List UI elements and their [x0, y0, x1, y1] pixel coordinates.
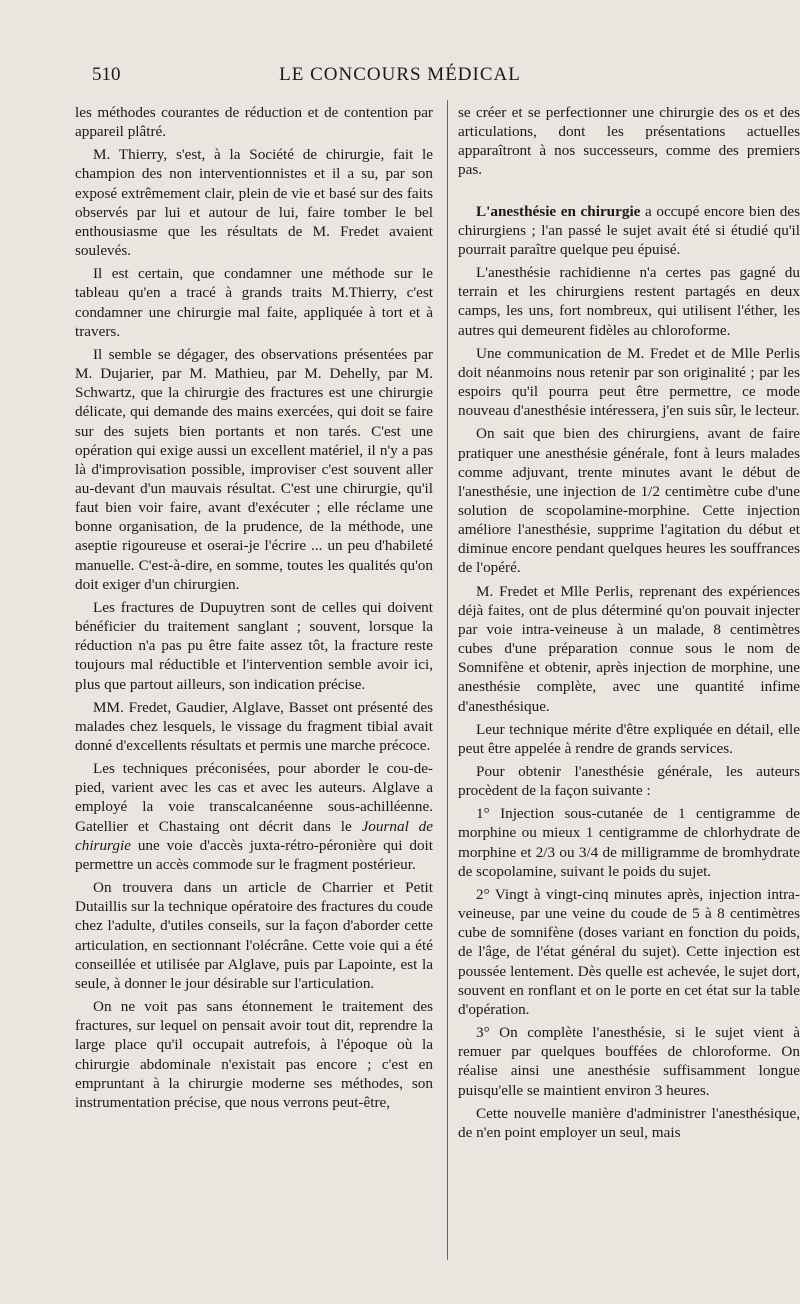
right-column [458, 103, 800, 1146]
page-number: 510 [92, 64, 121, 85]
paragraph: L'anesthésie rachidienne n'a certes pas gagné du terrain et les chirurgiens restent partagés en deux camps, les uns, fort nombreux, qui utilisent l'éther, les autres qui demeurent fidèles au chloroforme. [458, 264, 800, 339]
paragraph: Pour obtenir l'anesthésie générale, les auteurs procèdent de la façon suivante : [458, 763, 800, 800]
paragraph-techniques [75, 759, 433, 874]
left-column [75, 103, 433, 1116]
section-title: L'anesthésie en chirurgie [476, 202, 641, 220]
paragraph: On sait que bien des chirurgiens, avant de faire pratiquer une anesthésie générale, font à leurs malades comme adjuvant, trente minutes avant le début de l'anesthésie, une injection de 1/2 centimètre cube d'une solution de scopolamine-morphine. Cette injection améliore l'anesthésie, supprime l'agitation du début et diminue encore pendant quelques heures les souffrances de l'opéré. [458, 425, 800, 577]
journal-title: Journal de chirurgie [75, 817, 433, 854]
page-header [0, 62, 800, 92]
paragraph: se créer et se perfectionner une chirurgie des os et des articulations, dont les présentations actuelles apparaîtront à nos successeurs, comme des premiers pas. [458, 104, 800, 179]
running-title: LE CONCOURS MÉDICAL [279, 64, 521, 85]
text: Les techniques préconisées, pour aborder le cou-de-pied, varient avec les cas et avec les auteurs. Alglave a employé la voie transcalcanéenne sous-achilléenne. Gatellier et Chastaing ont décrit dans le [75, 760, 433, 835]
paragraph: M. Fredet et Mlle Perlis, reprenant des expériences déjà faites, ont de plus déterminé qu'on pouvait injecter par voie intra-veineuse à un malade, 8 centimètres cubes d'une préparation connue sous le nom de Somnifène et obtenir, après injection de morphine, une anesthésie complète, avec une quantité infime d'anesthésique. [458, 582, 800, 715]
paragraph: M. Thierry, s'est, à la Société de chirurgie, fait le champion des non interventionnistes et il a su, par son exposé extrêmement clair, plein de vie et basé sur des faits observés par lui et autour de lui, faire tomber le bel enthousiasme que les résultats de M. Fredet avaient soulevés. [75, 146, 433, 260]
paragraph: MM. Fredet, Gaudier, Alglave, Basset ont présenté des malades chez lesquels, le vissage du fragment tibial avait donné d'excellents résultats et permis une marche précoce. [75, 698, 433, 754]
paragraph: On ne voit pas sans étonnement le traitement des fractures, sur lequel on pensait avoir tout dit, reprendre la large place qu'il occupait autrefois, à l'époque où la chirurgie abdominale n'existait pas encore ; c'est en empruntant à la chirurgie moderne ses méthodes, son instrumentation précise, que nous verrons peut-être, [75, 998, 433, 1111]
paragraph: Il semble se dégager, des observations présentées par M. Dujarier, par M. Mathieu, par M. Dehelly, par M. Schwartz, que la chirurgie des fractures est une chirurgie délicate, qui demande des mains exercées, qui doit se faire sur des sujets bien portants et non tarés. C'est une opération qui exige aussi un excellent matériel, il n'y a pas là d'improvisation possible, improviser c'est souvent aller au-devant d'un mauvais résultat. C'est une chirurgie, qu'il faut bien voir faire, avant d'exécuter ; elle réclame une bonne organisation, de la prudence, de la méthode, une aseptie rigoureuse et oserai-je l'écrire ... un peu d'habileté manuelle. C'est-à-dire, en somme, toutes les qualités qu'on doit exiger d'un chirurgien. [75, 345, 433, 593]
column-divider [447, 100, 448, 1260]
paragraph: Cette nouvelle manière d'administrer l'anesthésique, de n'en point employer un seul, mais [458, 1104, 800, 1141]
section-anesthesie [458, 202, 800, 259]
text: une voie d'accès juxta-rétro-péronière qui doit permettre un accès commode sur le fragment postérieur. [75, 836, 433, 873]
text: a occupé encore bien des chirurgiens ; l'an passé le sujet avait été si étudié qu'il pourrait paraître quelque peu épuisé. [458, 202, 800, 258]
paragraph: Leur technique mérite d'être expliquée en détail, elle peut être appelée à rendre de grands services. [458, 720, 800, 757]
paragraph: 1° Injection sous-cutanée de 1 centigramme de morphine ou mieux 1 centigramme de chlorhydrate de morphine et 2/3 ou 3/4 de milligramme de bromhydrate de scopolamine, suivant le poids du sujet. [458, 805, 800, 880]
paragraph: On trouvera dans un article de Charrier et Petit Dutaillis sur la technique opératoire des fractures du coude chez l'adulte, d'utiles conseils, sur la façon d'aborder cette articulation, en sectionnant l'olécrâne. Cette voie qui a été conseillée et utilisée par Alglave, puis par Lapointe, est la seule, à donner le jour désirable sur l'articulation. [75, 879, 433, 992]
paragraph: Une communication de M. Fredet et de Mlle Perlis doit néanmoins nous retenir par son originalité ; par les espoirs qu'il pourra peut être permettre, ce mode nouveau d'anesthésie intéressera, j'en suis sûr, le lecteur. [458, 344, 800, 420]
paragraph: Les fractures de Dupuytren sont de celles qui doivent bénéficier du traitement sanglant ; souvent, lorsque la réduction n'a pas pu être faite assez tôt, la fracture reste toujours mal réductible et l'intervention semble avoir ici, plus que partout ailleurs, son indication précise. [75, 598, 433, 693]
paragraph: 3° On complète l'anesthésie, si le sujet vient à remuer par quelques bouffées de chloroforme. On réalise ainsi une anesthésie suffisamment longue puisqu'elle se maintient environ 3 heures. [458, 1024, 800, 1099]
paragraph: Il est certain, que condamner une méthode sur le tableau qu'en a tracé à grands traits M.Thierry, c'est condamner une chirurgie mal faite, appliquée à tort et à travers. [75, 265, 433, 340]
paragraph: 2° Vingt à vingt-cinq minutes après, injection intra-veineuse, par une veine du coude de 5 à 8 centimètres cube de somnifène (doses variant en fonction du poids, de l'âge, de l'état général du sujet). Cette injection est poussée lentement. Dès quelle est achevée, le sujet dort, souvent en ronflant et on le porte en cet état sur la table d'opération. [458, 885, 800, 1018]
paragraph: les méthodes courantes de réduction et de contention par appareil plâtré. [75, 104, 433, 141]
